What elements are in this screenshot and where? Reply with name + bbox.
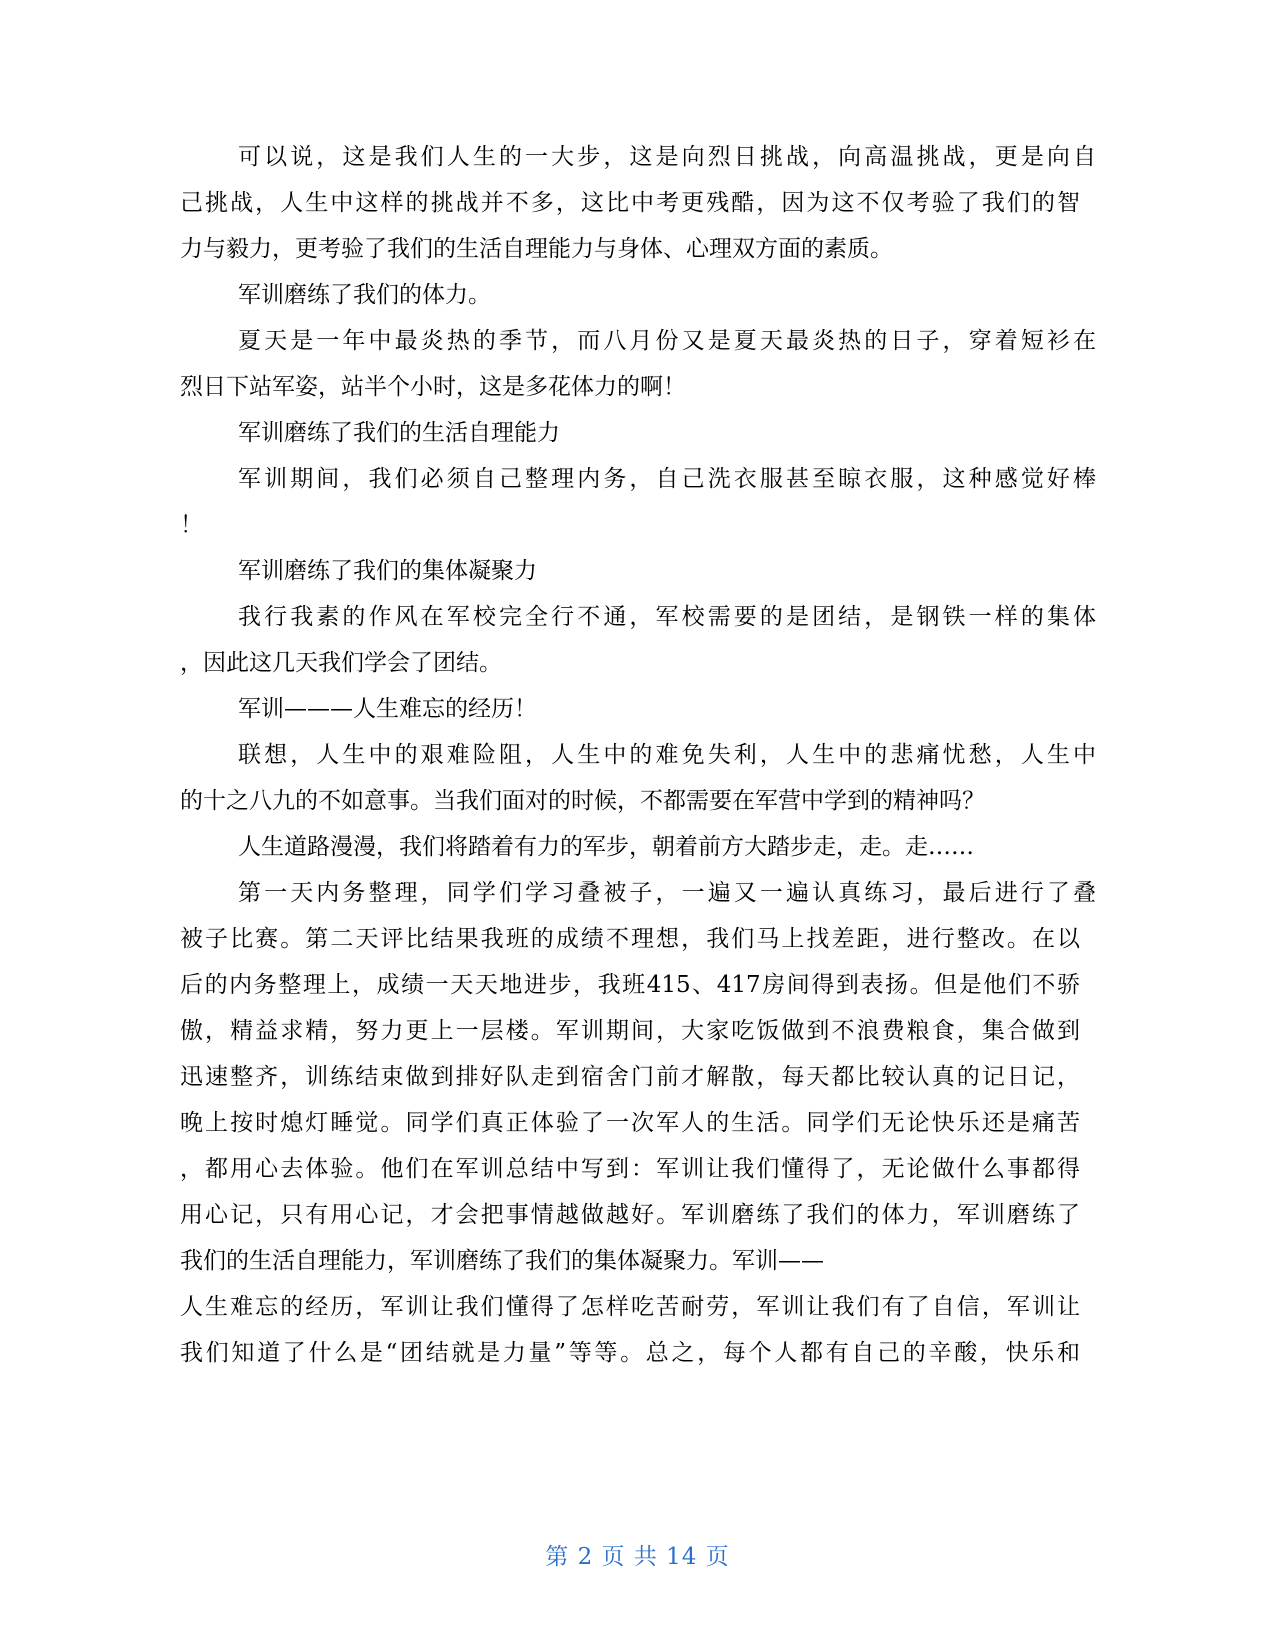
text-line: 第一天内务整理，同学们学习叠被子，一遍又一遍认真练习，最后进行了叠 xyxy=(238,880,1096,906)
text-line: 军训———人生难忘的经历！ xyxy=(238,696,537,722)
text-line: 军训磨练了我们的集体凝聚力 xyxy=(238,558,537,584)
text-line: 迅速整齐，训练结束做到排好队走到宿舍门前才解散，每天都比较认真的记日记， xyxy=(180,1064,1080,1090)
text-line: 人生道路漫漫，我们将踏着有力的军步，朝着前方大踏步走，走。走…… xyxy=(238,834,974,860)
text-line: ，因此这几天我们学会了团结。 xyxy=(180,650,502,676)
text-line: 力与毅力，更考验了我们的生活自理能力与身体、心理双方面的素质。 xyxy=(180,236,893,262)
text-line: 联想，人生中的艰难险阻，人生中的难免失利，人生中的悲痛忧愁，人生中 xyxy=(238,742,1096,768)
text-line: 己挑战，人生中这样的挑战并不多，这比中考更残酷，因为这不仅考验了我们的智 xyxy=(180,190,1080,216)
text-line: 夏天是一年中最炎热的季节，而八月份又是夏天最炎热的日子，穿着短衫在 xyxy=(238,328,1096,354)
text-line: 晚上按时熄灯睡觉。同学们真正体验了一次军人的生活。同学们无论快乐还是痛苦 xyxy=(180,1110,1080,1136)
text-line: 被子比赛。第二天评比结果我班的成绩不理想，我们马上找差距，进行整改。在以 xyxy=(180,926,1080,952)
text-line: 我们的生活自理能力，军训磨练了我们的集体凝聚力。军训—— xyxy=(180,1248,824,1274)
text-line: 军训磨练了我们的生活自理能力 xyxy=(238,420,560,446)
text-line: 我行我素的作风在军校完全行不通，军校需要的是团结，是钢铁一样的集体 xyxy=(238,604,1096,630)
text-line: 的十之八九的不如意事。当我们面对的时候，不都需要在军营中学到的精神吗？ xyxy=(180,788,985,814)
text-line: 可以说，这是我们人生的一大步，这是向烈日挑战，向高温挑战，更是向自 xyxy=(238,144,1096,170)
text-line: 后的内务整理上，成绩一天天地进步，我班415、417房间得到表扬。但是他们不骄 xyxy=(180,972,1080,998)
text-line: ！ xyxy=(180,512,203,538)
text-line: 烈日下站军姿，站半个小时，这是多花体力的啊！ xyxy=(180,374,686,400)
text-line: ，都用心去体验。他们在军训总结中写到：军训让我们懂得了，无论做什么事都得 xyxy=(180,1156,1080,1182)
text-line: 人生难忘的经历，军训让我们懂得了怎样吃苦耐劳，军训让我们有了自信，军训让 xyxy=(180,1294,1080,1320)
text-line: 用心记，只有用心记，才会把事情越做越好。军训磨练了我们的体力，军训磨练了 xyxy=(180,1202,1080,1228)
text-line: 军训磨练了我们的体力。 xyxy=(238,282,491,308)
page-number-footer: 第 2 页 共 14 页 xyxy=(545,1544,730,1570)
text-line: 军训期间，我们必须自己整理内务，自己洗衣服甚至晾衣服，这种感觉好棒 xyxy=(238,466,1096,492)
text-line: 我们知道了什么是“团结就是力量”等等。总之，每个人都有自己的辛酸，快乐和 xyxy=(180,1340,1080,1366)
text-line: 傲，精益求精，努力更上一层楼。军训期间，大家吃饭做到不浪费粮食，集合做到 xyxy=(180,1018,1080,1044)
